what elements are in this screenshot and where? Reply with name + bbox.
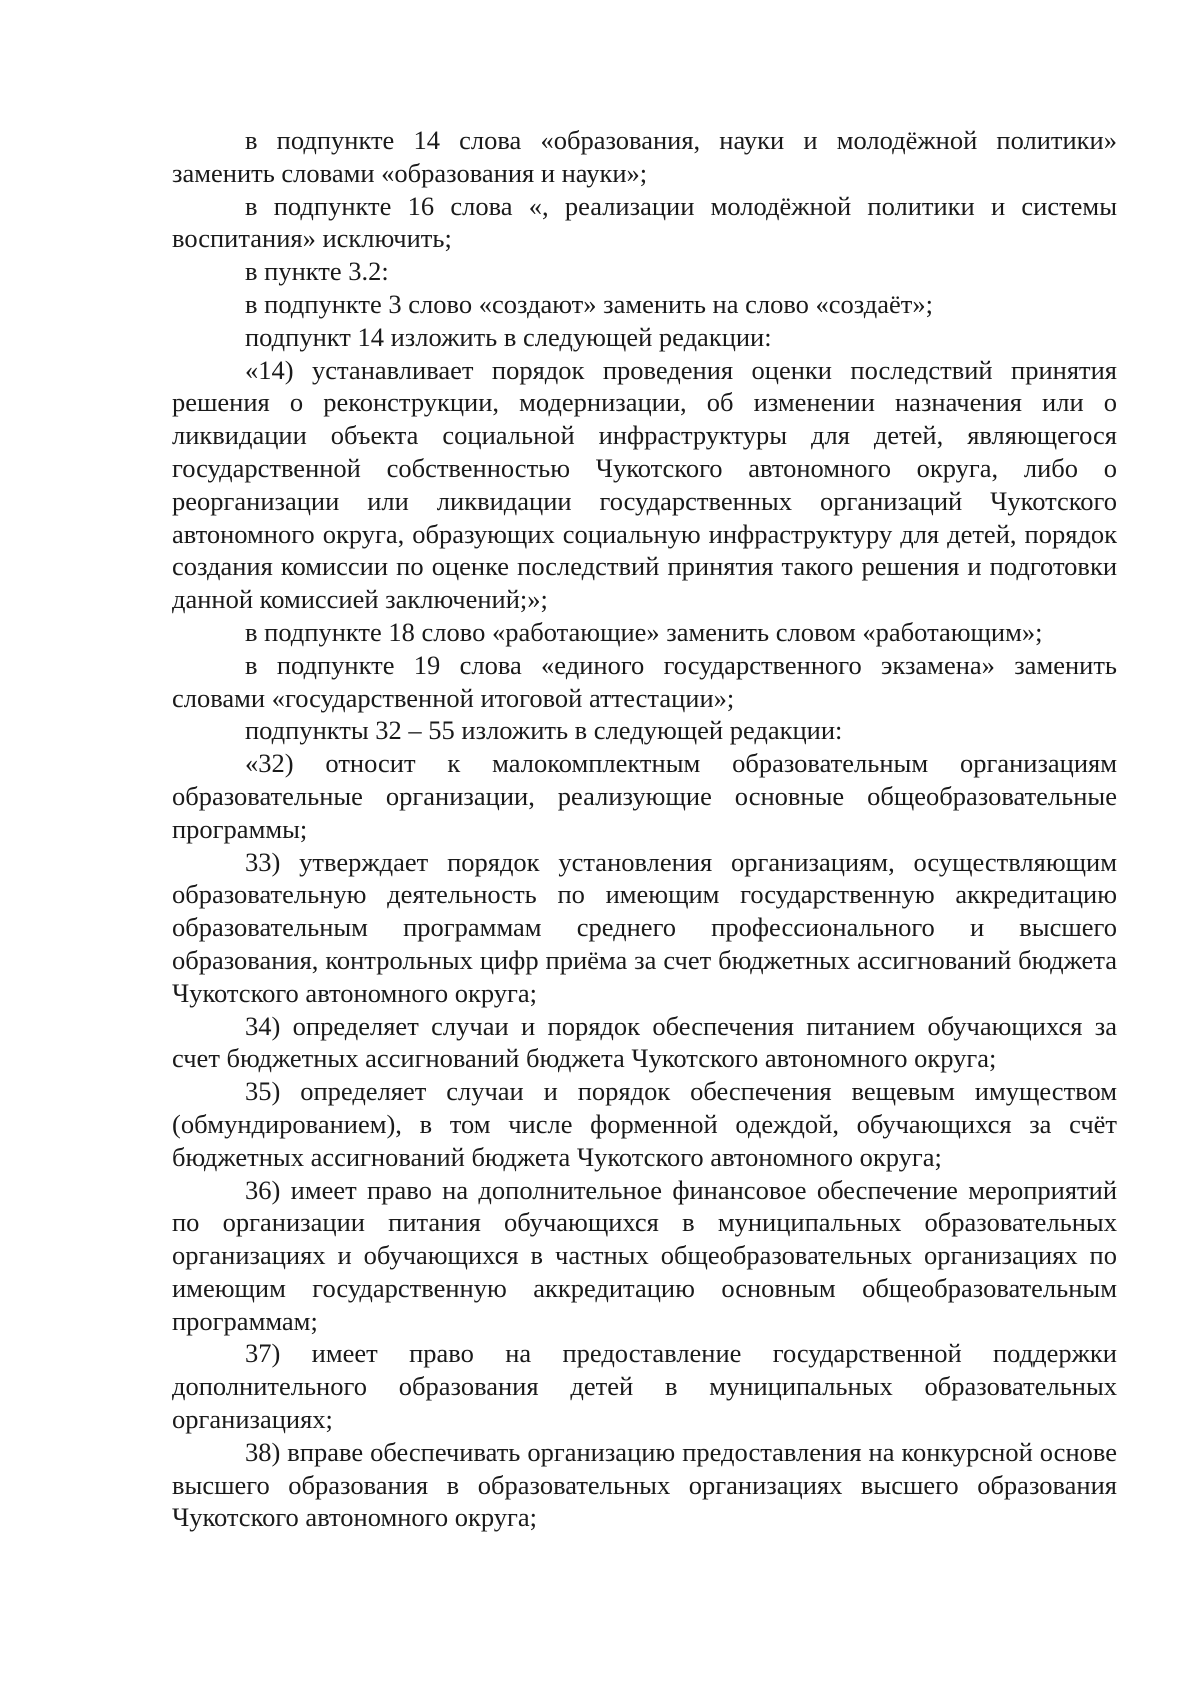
paragraph: в подпункте 3 слово «создают» заменить на слово «создаёт»;: [245, 288, 933, 319]
paragraph: 36) имеет право на дополнительное финансовое обеспечение мероприятий по организации питания обучающихся в муниципальных образовательных организациях и обучающихся в частных общеобразовательных организациях по имеющим государственную аккредитацию основным общеобразовательным программам;: [172, 1174, 1117, 1336]
paragraph: в подпункте 19 слова «единого государственного экзамена» заменить словами «государственной итоговой аттестации»;: [172, 649, 1117, 713]
paragraph: «14) устанавливает порядок проведения оценки последствий принятия решения о реконструкции, модернизации, об изменении назначения или о ликвидации объекта социальной инфраструктуры для детей, являющегося государственной собственностью Чукотского автономного округа, либо о реорганизации или ликвидации государственных организаций Чукотского автономного округа, образующих социальную инфраструктуру для детей, порядок создания комиссии по оценке последствий принятия такого решения и подготовки данной комиссией заключений;»;: [172, 354, 1117, 615]
paragraph: подпункты 32 – 55 изложить в следующей редакции:: [245, 715, 843, 746]
paragraph: 38) вправе обеспечивать организацию предоставления на конкурсной основе высшего образования в образовательных организациях высшего образования Чукотского автономного округа;: [172, 1436, 1117, 1533]
paragraph: «32) относит к малокомплектным образовательным организациям образовательные организации, реализующие основные общеобразовательные программы;: [172, 748, 1117, 844]
paragraph: в подпункте 18 слово «работающие» заменить словом «работающим»;: [245, 616, 1043, 647]
paragraph: 33) утверждает порядок установления организациям, осуществляющим образовательную деятельность по имеющим государственную аккредитацию образовательным программам среднего профессионального и высшего образования, контрольных цифр приёма за счет бюджетных ассигнований бюджета Чукотского автономного округа;: [172, 846, 1117, 1008]
paragraph: в пункте 3.2:: [245, 256, 389, 287]
paragraph: в подпункте 16 слова «, реализации молодёжной политики и системы воспитания» исключить;: [172, 190, 1117, 254]
paragraph: 35) определяет случаи и порядок обеспечения вещевым имуществом (обмундированием), в том числе форменной одеждой, обучающихся за счёт бюджетных ассигнований бюджета Чукотского автономного округа;: [172, 1076, 1117, 1172]
document-body: [172, 124, 1117, 1534]
paragraph: в подпункте 14 слова «образования, науки и молодёжной политики» заменить словами «образования и науки»;: [172, 125, 1117, 188]
paragraph: 34) определяет случаи и порядок обеспечения питанием обучающихся за счет бюджетных ассигнований бюджета Чукотского автономного округа;: [172, 1010, 1117, 1074]
paragraph: 37) имеет право на предоставление государственной поддержки дополнительного образования детей в муниципальных образовательных организациях;: [172, 1338, 1117, 1435]
paragraph: подпункт 14 изложить в следующей редакции:: [245, 321, 772, 352]
